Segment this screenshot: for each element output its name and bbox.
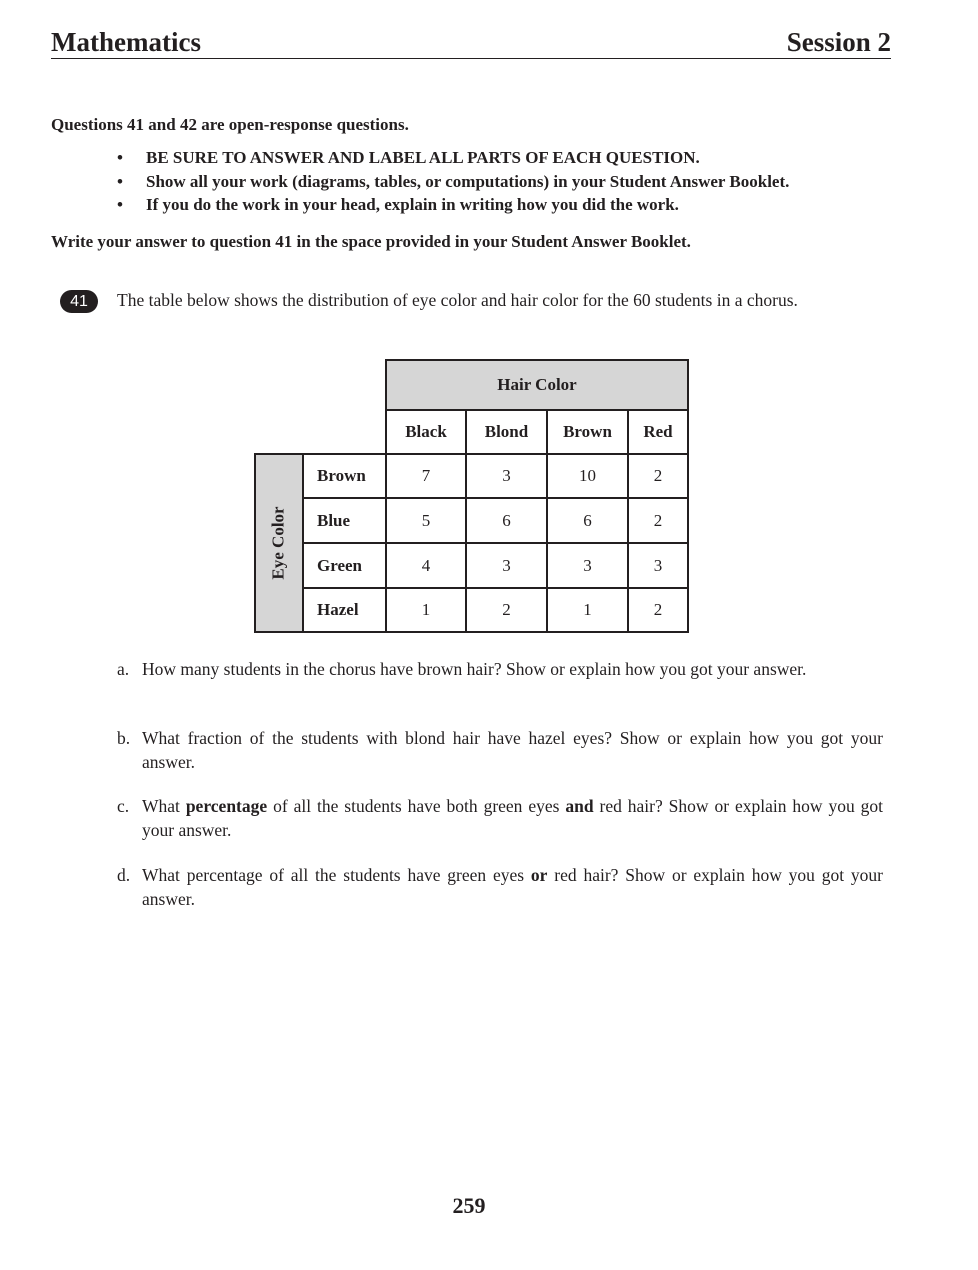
part-text-run: What fraction of the students with blond hair have hazel eyes? Show or explain how you got your answer. xyxy=(142,728,883,772)
part-letter: b. xyxy=(117,728,131,748)
page-number: 259 xyxy=(452,1193,486,1218)
question-part-d xyxy=(117,864,883,911)
row-header: Blue xyxy=(302,497,387,544)
part-text-run: red hair? Show or explain how you got your answer. xyxy=(142,796,883,840)
part-text xyxy=(142,727,883,774)
table-cell: 1 xyxy=(385,587,467,633)
question-part-b xyxy=(117,727,883,774)
table-cell: 5 xyxy=(385,497,467,544)
table-cell: 3 xyxy=(546,542,629,589)
table-cell: 7 xyxy=(385,453,467,499)
column-header: Black xyxy=(385,409,467,455)
write-answer-instruction: Write your answer to question 41 in the space provided in your Student Answer Booklet. xyxy=(51,232,691,251)
question-number-badge: 41 xyxy=(60,290,98,313)
row-header: Brown xyxy=(302,453,387,499)
bullet-glyph: • xyxy=(117,195,123,214)
table-cell: 3 xyxy=(465,453,548,499)
part-letter: d. xyxy=(117,865,131,885)
part-text-run: What percentage of all the students have green eyes xyxy=(142,865,531,885)
part-text-run: of all the students have both green eyes xyxy=(267,796,566,816)
emphasis-percentage: percentage xyxy=(185,796,268,816)
part-text xyxy=(142,795,883,842)
instruction-text: BE SURE TO ANSWER AND LABEL ALL PARTS OF EACH QUESTION. xyxy=(146,148,700,167)
part-text-run: red hair? Show or explain how you got your answer. xyxy=(142,865,883,909)
bullet-glyph: • xyxy=(117,171,123,191)
column-header: Red xyxy=(627,409,689,455)
instruction-item xyxy=(117,193,789,217)
table-cell: 4 xyxy=(385,542,467,589)
session-title: Session 2 xyxy=(786,27,891,57)
instruction-item xyxy=(117,146,789,170)
row-header: Green xyxy=(302,542,387,589)
instruction-list xyxy=(117,146,789,217)
instruction-text: If you do the work in your head, explain in writing how you did the work. xyxy=(146,195,679,214)
table-cell: 2 xyxy=(627,453,689,499)
page-header xyxy=(51,24,891,59)
table-cell: 6 xyxy=(546,497,629,544)
table-cell: 3 xyxy=(465,542,548,589)
question-part-a xyxy=(117,658,883,682)
table-cell: 2 xyxy=(627,497,689,544)
emphasis-or: or xyxy=(530,865,548,885)
column-header: Brown xyxy=(546,409,629,455)
question-text: The table below shows the distribution of eye color and hair color for the 60 students in a chorus. xyxy=(117,290,798,310)
question-part-c xyxy=(117,795,883,842)
part-text-run: What xyxy=(142,796,186,816)
table-cell: 3 xyxy=(627,542,689,589)
open-response-intro: Questions 41 and 42 are open-response questions. xyxy=(51,115,409,134)
instruction-item xyxy=(117,170,789,194)
part-text xyxy=(142,864,883,911)
subject-title: Mathematics xyxy=(51,27,201,57)
part-letter: c. xyxy=(117,796,130,816)
table-cell: 10 xyxy=(546,453,629,499)
hair-color-header: Hair Color xyxy=(385,359,689,411)
instruction-text: Show all your work (diagrams, tables, or computations) in your Student Answer Booklet. xyxy=(146,171,790,191)
table-cell: 2 xyxy=(627,587,689,633)
part-letter: a. xyxy=(117,659,130,679)
table-cell: 1 xyxy=(546,587,629,633)
eye-color-label-wrap xyxy=(256,455,302,631)
table-cell: 6 xyxy=(465,497,548,544)
row-header: Hazel xyxy=(302,587,387,633)
emphasis-and: and xyxy=(565,796,594,816)
table-cell: 2 xyxy=(465,587,548,633)
column-header: Blond xyxy=(465,409,548,455)
bullet-glyph: • xyxy=(117,148,123,167)
eye-color-label: Eye Color xyxy=(269,506,288,580)
part-text xyxy=(142,658,883,682)
part-text-run: How many students in the chorus have brown hair? Show or explain how you got your answer. xyxy=(142,659,807,679)
